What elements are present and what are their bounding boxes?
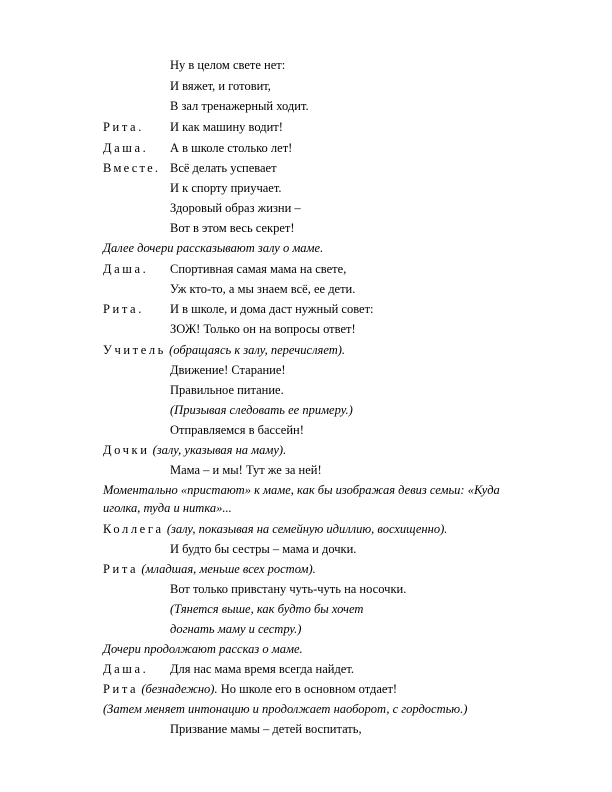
speaker-name: Рита. <box>103 302 144 316</box>
speaker-line <box>103 342 345 358</box>
verse-line: В зал тренажерный ходит. <box>170 99 309 113</box>
verse-line: И как машину водит! <box>170 120 283 134</box>
stage-direction: Моментально «пристают» к маме, как бы изображая девиз семьи: «Куда <box>103 483 500 497</box>
speaker-name: Даша. <box>103 141 149 155</box>
verse-line: Вот только привстану чуть-чуть на носочки. <box>170 582 407 596</box>
verse-line: И вяжет, и готовит, <box>170 79 271 93</box>
speaker-line <box>103 561 316 577</box>
speaker-line <box>103 442 286 458</box>
stage-direction: Дочери продолжают рассказ о маме. <box>103 642 303 656</box>
speaker-name: Рита <box>103 562 139 576</box>
verse-text: Но школе его в основном отдает! <box>220 682 398 696</box>
stage-remark: (безнадежно). <box>141 682 218 696</box>
stage-remark: (Призывая следовать ее примеру.) <box>170 403 353 417</box>
speaker-line <box>103 521 447 537</box>
stage-direction: иголка, туда и нитка»... <box>103 501 232 515</box>
verse-line: Вот в этом весь секрет! <box>170 221 295 235</box>
stage-direction: Далее дочери рассказывают залу о маме. <box>103 241 324 255</box>
verse-line: И будто бы сестры – мама и дочки. <box>170 542 357 556</box>
verse-line: И к спорту приучает. <box>170 181 282 195</box>
speaker-name: Коллега <box>103 522 164 536</box>
verse-line: Призвание мамы – детей воспитать, <box>170 722 362 736</box>
verse-line: Для нас мама время всегда найдет. <box>170 662 355 676</box>
verse-line: ЗОЖ! Только он на вопросы ответ! <box>170 322 356 336</box>
verse-line: И в школе, и дома даст нужный совет: <box>170 302 374 316</box>
stage-remark: (залу, указывая на маму). <box>152 443 287 457</box>
stage-remark: (младшая, меньше всех ростом). <box>141 562 316 576</box>
stage-remark: (Тянется выше, как будто бы хочет <box>170 602 364 616</box>
speaker-name: Даша. <box>103 662 149 676</box>
speaker-name: Дочки <box>103 443 150 457</box>
stage-remark: (обращаясь к залу, перечисляет). <box>169 343 346 357</box>
verse-line: Правильное питание. <box>170 383 284 397</box>
stage-direction: (Затем меняет интонацию и продолжает наоборот, с гордостью.) <box>103 702 468 716</box>
speaker-name: Учитель <box>103 343 166 357</box>
stage-remark: догнать маму и сестру.) <box>170 622 302 636</box>
verse-line: Движение! Старание! <box>170 363 286 377</box>
speaker-name: Рита. <box>103 120 144 134</box>
speaker-line <box>103 681 397 697</box>
stage-remark: (залу, показывая на семейную идиллию, восхищенно). <box>166 522 448 536</box>
speaker-name: Рита <box>103 682 139 696</box>
verse-line: Мама – и мы! Тут же за ней! <box>170 463 322 477</box>
verse-line: Всё делать успевает <box>170 161 277 175</box>
verse-line: Уж кто-то, а мы знаем всё, ее дети. <box>170 282 356 296</box>
verse-line: Здоровый образ жизни – <box>170 201 301 215</box>
speaker-name: Вместе. <box>103 161 161 175</box>
speaker-name: Даша. <box>103 262 149 276</box>
verse-line: Ну в целом свете нет: <box>170 58 286 72</box>
verse-line: А в школе столько лет! <box>170 141 293 155</box>
verse-line: Отправляемся в бассейн! <box>170 423 304 437</box>
verse-line: Спортивная самая мама на свете, <box>170 262 347 276</box>
